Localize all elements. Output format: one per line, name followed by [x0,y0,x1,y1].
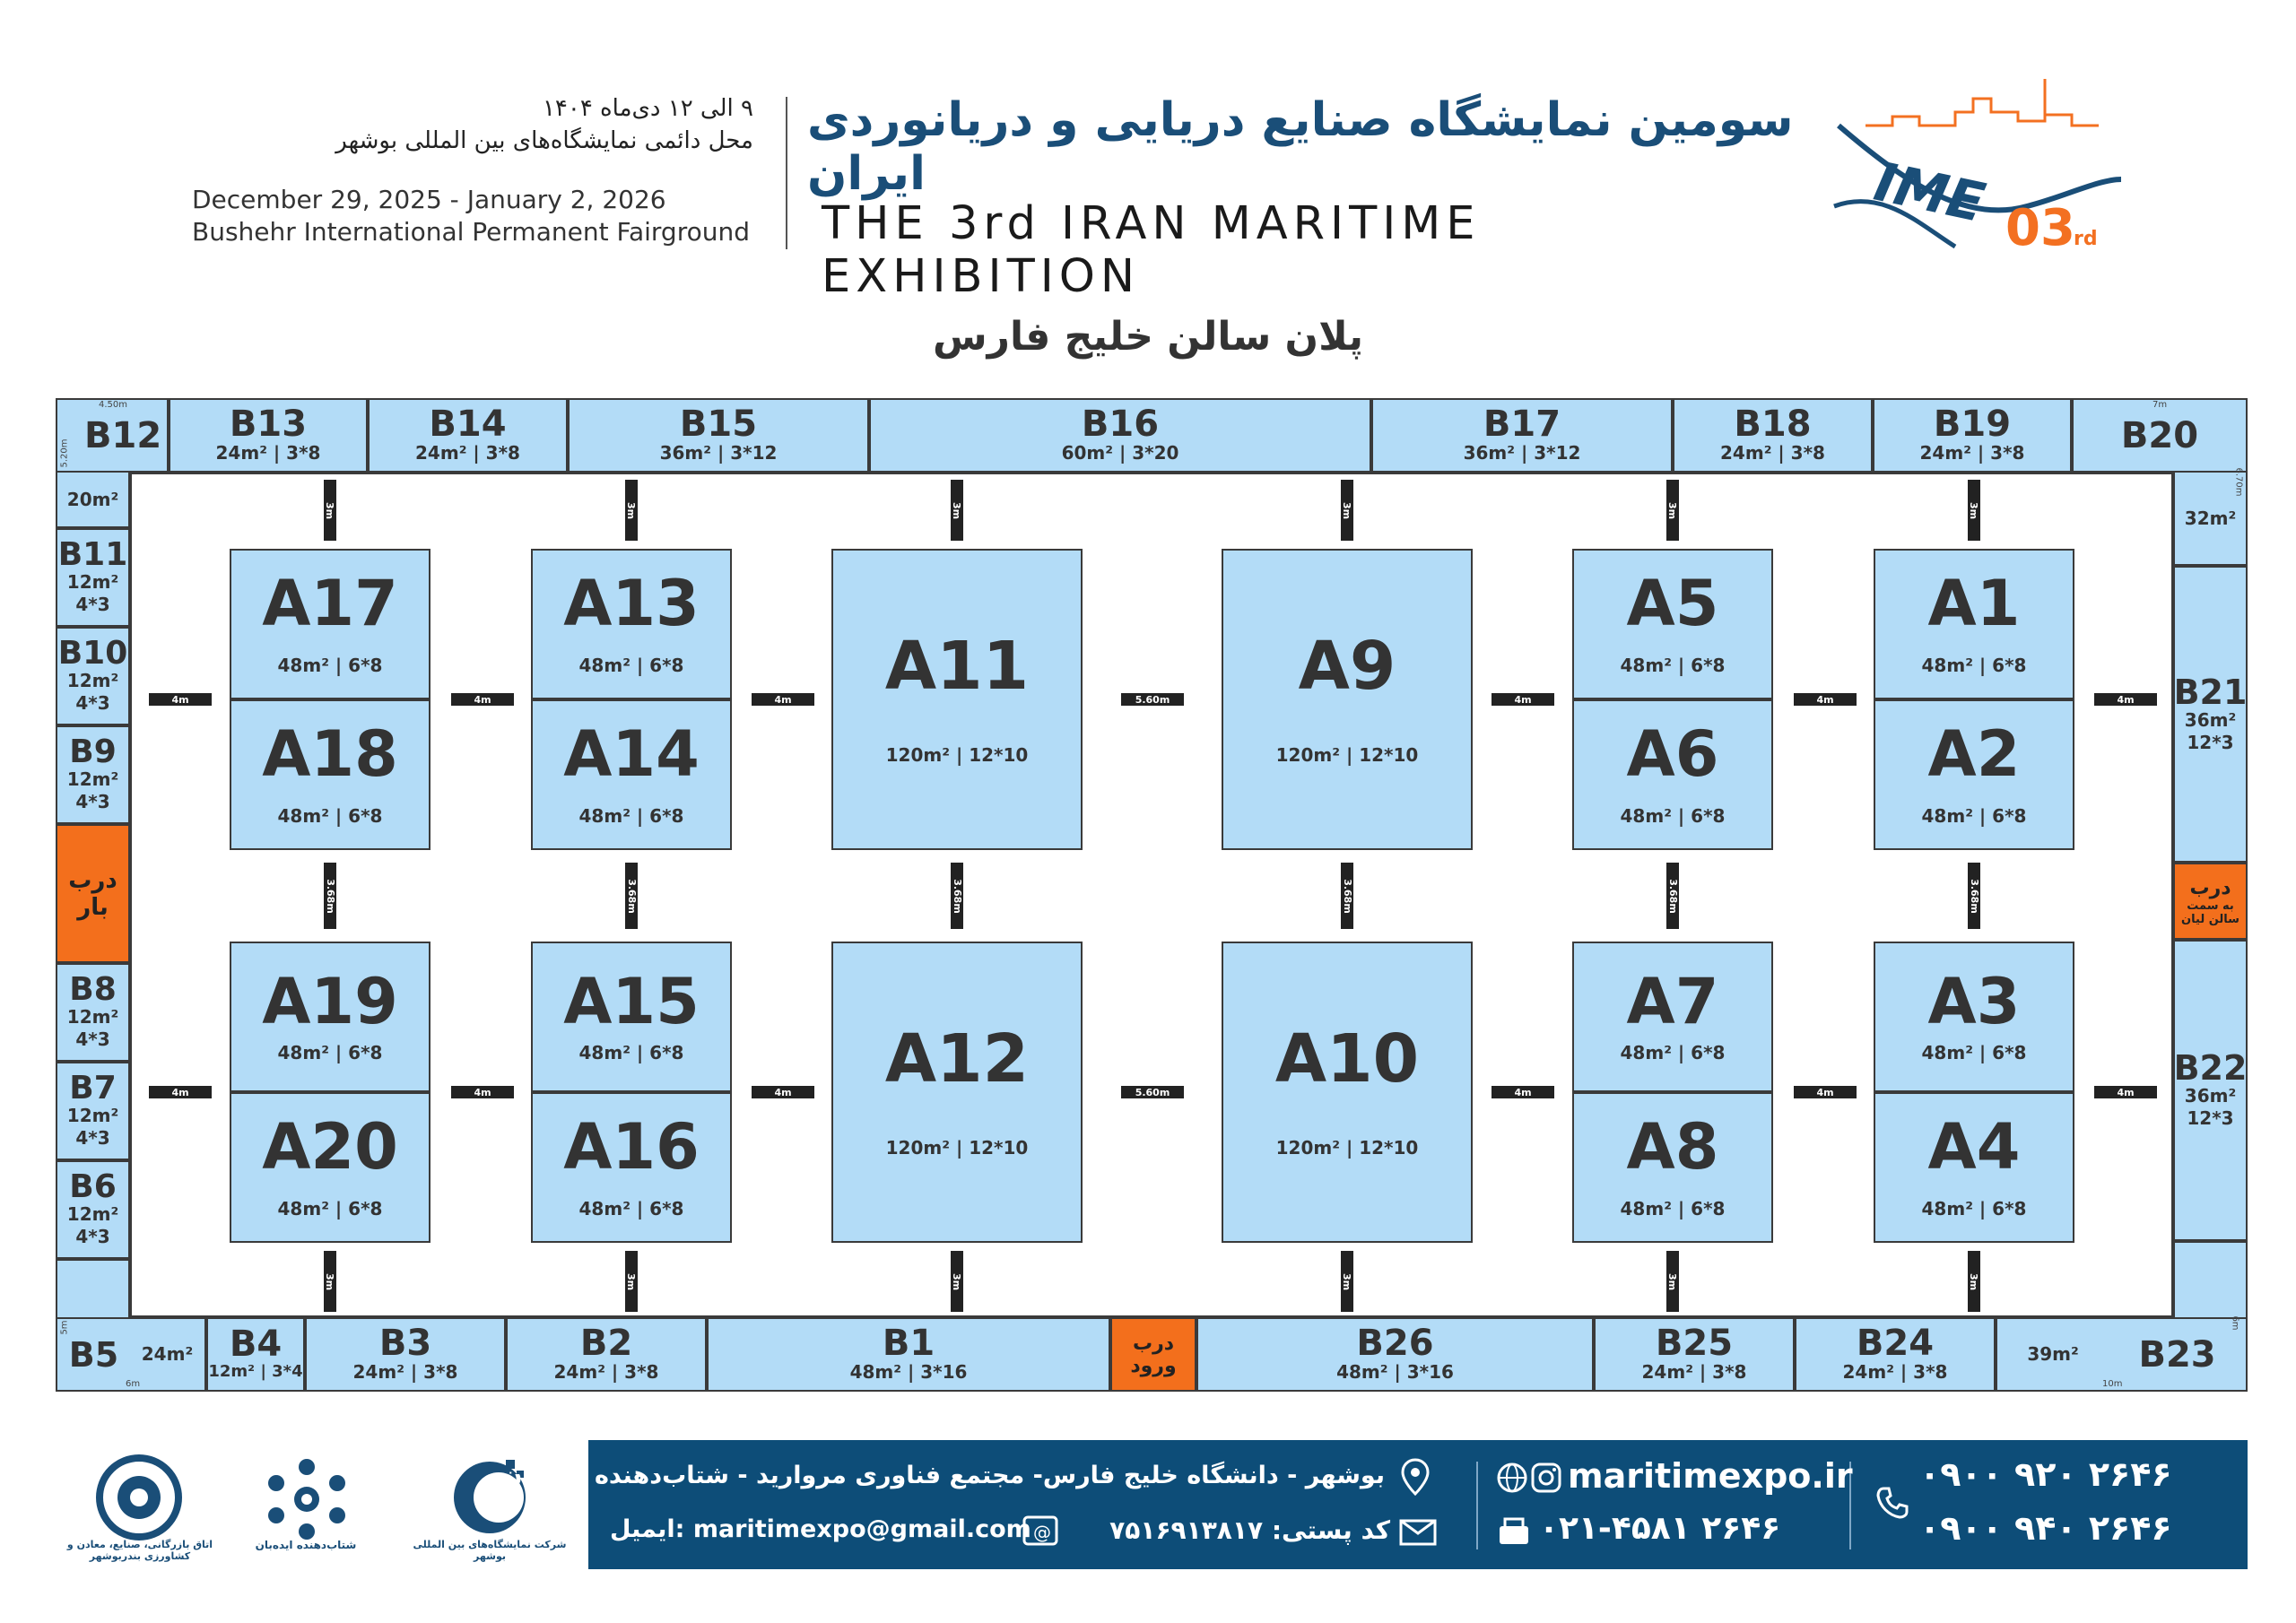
event-date-en: December 29, 2025 - January 2, 2026 [192,185,666,214]
booth-a16-id: A16 [563,1109,700,1184]
door-to-hall-label-1: درب [2189,876,2231,899]
booth-b1-id: B1 [882,1323,935,1364]
booth-b22-dims: 12*3 [2187,1107,2234,1129]
booth-a10[interactable] [1222,942,1473,1243]
booth-b25-id: B25 [1655,1323,1734,1364]
booth-b1-size: 48m² | 3*16 [849,1361,968,1383]
booth-b17[interactable] [1371,398,1673,473]
aisle-marker-label: 3m [1968,501,1980,519]
aisle-marker-label: 3m [324,1272,336,1290]
booth-a17[interactable] [230,549,430,699]
booth-b20-id: B20 [2120,414,2199,456]
booth-b22[interactable] [2173,940,2248,1241]
booth-b5-extension[interactable] [56,1259,130,1317]
booth-a4-id: A4 [1927,1109,2021,1184]
booth-b7-dims: 4*3 [75,1127,110,1149]
aisle-marker-label: 3m [324,501,336,519]
aisle-marker-vertical [625,1251,638,1312]
footer-phone-2[interactable]: ۰۹۰۰ ۹۴۰ ۲۶۴۶ [1919,1508,2172,1548]
b12-dim-side: 5.20m [59,438,70,468]
plan-title: پلان سالن خلیج فارس [932,314,1364,360]
door-cargo-label-2: بار [77,893,109,921]
door-cargo-label-1: درب [68,866,117,894]
booth-a6-size: 48m² | 6*8 [1620,804,1726,827]
booth-a20-size: 48m² | 6*8 [277,1197,383,1219]
booth-a1-size: 48m² | 6*8 [1921,654,2027,676]
logo-number: 03 [2005,199,2075,257]
booth-b23-size: 39m² [2027,1343,2079,1365]
aisle-marker: 4m [752,693,814,706]
booth-a7-size: 48m² | 6*8 [1620,1041,1726,1063]
aisle-marker: 4m [2094,693,2157,706]
b23-dim-side: 6m [2230,1315,2240,1331]
door-cargo[interactable] [56,824,130,963]
booth-b11-id: B11 [57,536,128,573]
booth-b23-extension[interactable] [2173,1241,2248,1317]
booth-b19[interactable] [1873,398,2072,473]
booth-a15[interactable] [531,942,732,1092]
door-to-hall-label-3: سالن لیان [2181,912,2239,926]
booth-a9-size: 120m² | 12*10 [1275,743,1419,766]
booth-b1[interactable] [707,1317,1110,1392]
hall-floor [130,473,2173,1317]
aisle-marker-vertical [324,1251,336,1312]
booth-b3[interactable] [305,1317,506,1392]
aisle-marker-label: 3m [1968,1272,1980,1290]
aisle-marker-vertical [951,1251,963,1312]
booth-b14-size: 24m² | 3*8 [415,442,520,464]
booth-b6-id: B6 [69,1168,117,1205]
phone-icon [1874,1485,1910,1521]
booth-a3[interactable] [1874,942,2074,1092]
booth-b10[interactable] [56,627,130,725]
booth-b11-dims: 4*3 [75,594,110,615]
globe-icon [1496,1462,1528,1494]
booth-b6[interactable] [56,1160,130,1259]
aisle-marker-label: 3m [1341,501,1353,519]
booth-b9-id: B9 [69,733,117,770]
booth-a8-size: 48m² | 6*8 [1620,1197,1726,1219]
booth-b13-size: 24m² | 3*8 [215,442,321,464]
aisle-marker-vertical [1666,480,1679,541]
door-entrance-label-1: درب [1132,1332,1175,1355]
b20-dim-side: 6.70m [2233,467,2244,497]
booth-a16[interactable] [531,1092,732,1243]
booth-b21-size: 36m² [2184,708,2237,731]
b20-dim-top: 7m [2152,400,2168,410]
booth-b11[interactable] [56,528,130,627]
footer-website[interactable]: maritimexpo.ir [1568,1456,1853,1496]
booth-b7[interactable] [56,1062,130,1160]
booth-b21-id: B21 [2173,672,2248,712]
booth-a6[interactable] [1572,699,1773,850]
booth-b5-id: B5 [68,1334,119,1375]
door-to-hall-label-2: به سمت [2187,898,2234,913]
booth-b14[interactable] [368,398,568,473]
aisle-marker-vertical [1968,1251,1980,1312]
booth-b18-size: 24m² | 3*8 [1720,442,1825,464]
aisle-marker-vertical [1341,480,1353,541]
booth-a10-size: 120m² | 12*10 [1275,1136,1419,1159]
aisle-marker-label: 3.68m [324,878,336,914]
booth-b24[interactable] [1795,1317,1996,1392]
header-divider [786,97,787,249]
booth-b10-dims: 4*3 [75,692,110,714]
booth-a14-id: A14 [563,716,700,791]
b5-dim-bottom: 6m [126,1379,141,1389]
booth-a6-id: A6 [1626,716,1719,791]
booth-b17-id: B17 [1483,404,1561,445]
booth-b7-id: B7 [69,1070,117,1107]
booth-b4[interactable] [206,1317,305,1392]
footer-fax: ۰۲۱-۴۵۸۱ ۲۶۴۶ [1539,1510,1781,1547]
footer-address: بوشهر - دانشگاه خلیج فارس- مجتمع فناوری مروارید - شتاب‌دهنده ایده‌بان [501,1462,1385,1489]
event-date-fa: ۹ الی ۱۲ دی‌ماه ۱۴۰۴ [542,95,753,122]
aisle-marker-vertical [1968,480,1980,541]
footer-email[interactable]: ایمیل: maritimexpo@gmail.com [610,1515,1031,1543]
title-en: THE 3rd IRAN MARITIME EXHIBITION [822,197,1481,303]
booth-a7-id: A7 [1626,964,1719,1038]
chamber-of-commerce-logo [90,1453,188,1542]
aisle-marker: 4m [451,1086,514,1098]
booth-a15-size: 48m² | 6*8 [578,1041,684,1063]
booth-b2-size: 24m² | 3*8 [553,1361,659,1383]
footer-postal-code: کد پستی: ۷۵۱۶۹۱۳۸۱۷ [1109,1515,1390,1545]
booth-b12-id: B12 [84,414,162,456]
booth-a2-size: 48m² | 6*8 [1921,804,2027,827]
booth-b23-id: B23 [2138,1333,2216,1376]
aisle-marker-vertical [324,863,336,929]
sponsor-bushehr-fair-name: شرکت نمایشگاه‌های بین المللی بوشهر [413,1539,567,1562]
door-entrance[interactable] [1110,1317,1196,1392]
booth-b13[interactable] [169,398,368,473]
aisle-marker-vertical [625,863,638,929]
b12-dim-top: 4.50m [99,400,128,410]
booth-b12-size: 20m² [66,488,119,510]
booth-a20[interactable] [230,1092,430,1243]
booth-b13-id: B13 [229,404,308,445]
booth-b16-size: 60m² | 3*20 [1061,442,1179,464]
booth-a3-id: A3 [1927,964,2021,1038]
aisle-marker-vertical [625,480,638,541]
footer-phone-1[interactable]: ۰۹۰۰ ۹۲۰ ۲۶۴۶ [1919,1454,2172,1494]
aisle-marker-vertical [1341,1251,1353,1312]
booth-a13-id: A13 [563,566,700,640]
aisle-marker-label: 3.68m [951,878,963,914]
booth-a5[interactable] [1572,549,1773,699]
booth-b15[interactable] [568,398,869,473]
booth-a9[interactable] [1222,549,1473,850]
booth-a15-id: A15 [563,964,700,1038]
booth-a1-id: A1 [1927,566,2021,640]
b23-dim-bottom: 10m [2102,1379,2123,1389]
booth-b20-size: 32m² [2184,507,2237,529]
booth-b26[interactable] [1196,1317,1594,1392]
booth-a17-size: 48m² | 6*8 [277,654,383,676]
aisle-marker-label: 3m [1666,1272,1679,1290]
booth-b6-dims: 4*3 [75,1226,110,1247]
booth-b21[interactable] [2173,566,2248,863]
aisle-marker-vertical [324,480,336,541]
booth-a1[interactable] [1874,549,2074,699]
aisle-marker: 4m [1794,1086,1857,1098]
booth-b14-id: B14 [429,404,507,445]
booth-b24-size: 24m² | 3*8 [1842,1361,1948,1383]
booth-a4[interactable] [1874,1092,2074,1243]
booth-a2-id: A2 [1927,716,2021,791]
booth-b2[interactable] [506,1317,707,1392]
booth-a19-size: 48m² | 6*8 [277,1041,383,1063]
idehban-logo [260,1454,353,1544]
booth-a13[interactable] [531,549,732,699]
logo-sup: rd [2074,228,2098,250]
booth-b18[interactable] [1673,398,1873,473]
aisle-marker-vertical [1666,863,1679,929]
aisle-marker-label: 3.68m [1666,878,1679,914]
aisle-marker-label: 3m [625,501,638,519]
booth-b4-id: B4 [229,1324,283,1366]
booth-b8-dims: 4*3 [75,1028,110,1050]
aisle-marker: 4m [149,693,212,706]
aisle-marker-vertical [951,480,963,541]
booth-b2-id: B2 [579,1323,633,1364]
booth-a3-size: 48m² | 6*8 [1921,1041,2027,1063]
booth-a13-size: 48m² | 6*8 [578,654,684,676]
svg-text:@: @ [1033,1522,1051,1543]
booth-a18-id: A18 [262,716,398,791]
booth-a19-id: A19 [262,964,398,1038]
booth-b24-id: B24 [1856,1323,1935,1364]
aisle-marker-vertical [951,863,963,929]
booth-b26-id: B26 [1356,1323,1434,1364]
aisle-marker: 5.60m [1121,1086,1184,1098]
logo-text: IME [1869,150,1990,236]
footer-divider [1476,1462,1478,1549]
booth-a18-size: 48m² | 6*8 [277,804,383,827]
aisle-marker-label: 3m [1341,1272,1353,1290]
booth-a7[interactable] [1572,942,1773,1092]
booth-b10-size: 12m² [66,670,119,691]
booth-b10-id: B10 [57,635,128,672]
booth-b18-id: B18 [1734,404,1812,445]
aisle-marker: 4m [1492,693,1554,706]
event-venue-fa: محل دائمی نمایشگاه‌های بین المللی بوشهر [335,127,753,154]
booth-a19[interactable] [230,942,430,1092]
aisle-marker-label: 3m [951,1272,963,1290]
sponsor-idehban-name: شتاب‌دهنده ایده‌بان [255,1539,357,1551]
booth-b25-size: 24m² | 3*8 [1641,1361,1747,1383]
aisle-marker-label: 3.68m [625,878,638,914]
booth-b22-size: 36m² [2184,1085,2237,1107]
aisle-marker-vertical [1666,1251,1679,1312]
booth-b12-extension[interactable] [56,473,130,528]
booth-b9[interactable] [56,725,130,824]
aisle-marker: 4m [149,1086,212,1098]
booth-b4-size: 12m² | 3*4 [208,1362,303,1382]
aisle-marker-label: 3.68m [1968,878,1980,914]
booth-a17-id: A17 [262,566,398,640]
booth-a18[interactable] [230,699,430,850]
sponsor-chamber-name: اتاق بازرگانی، صنایع، معادن و کشاورزی بندربوشهر [66,1539,213,1562]
aisle-marker: 5.60m [1121,693,1184,706]
booth-a16-size: 48m² | 6*8 [578,1197,684,1219]
booth-b15-id: B15 [679,404,758,445]
booth-b8-size: 12m² [66,1006,119,1028]
booth-a10-id: A10 [1274,1020,1420,1098]
fax-icon [1496,1514,1532,1549]
booth-a12-id: A12 [884,1020,1030,1098]
booth-a11-size: 120m² | 12*10 [885,743,1029,766]
booth-a20-id: A20 [262,1109,398,1184]
booth-b11-size: 12m² [66,571,119,593]
booth-a14-size: 48m² | 6*8 [578,804,684,827]
booth-b22-id: B22 [2173,1048,2248,1088]
booth-b26-size: 48m² | 3*16 [1336,1361,1454,1383]
booth-b7-size: 12m² [66,1105,119,1126]
aisle-marker-label: 3.68m [1341,878,1353,914]
booth-a12-size: 120m² | 12*10 [885,1136,1029,1159]
title-fa: سومین نمایشگاه صنایع دریایی و دریانوردی ایران [807,93,1794,201]
aisle-marker-label: 3m [625,1272,638,1290]
aisle-marker-vertical [1341,863,1353,929]
aisle-marker: 4m [1492,1086,1554,1098]
booth-b5-size: 24m² [141,1343,194,1365]
booth-a14[interactable] [531,699,732,850]
booth-a11-id: A11 [884,627,1030,705]
booth-a8-id: A8 [1626,1109,1719,1184]
location-pin-icon [1399,1458,1431,1496]
booth-b8[interactable] [56,963,130,1062]
booth-a11[interactable] [831,549,1083,850]
booth-b6-size: 12m² [66,1203,119,1225]
booth-b15-size: 36m² | 3*12 [659,442,778,464]
door-entrance-label-2: ورود [1130,1354,1177,1377]
aisle-marker-vertical [1968,863,1980,929]
booth-a5-id: A5 [1626,566,1719,640]
booth-b25[interactable] [1594,1317,1795,1392]
booth-b3-id: B3 [378,1323,432,1364]
aisle-marker: 4m [2094,1086,2157,1098]
booth-b19-id: B19 [1933,404,2012,445]
booth-b3-size: 24m² | 3*8 [352,1361,458,1383]
booth-b17-size: 36m² | 3*12 [1463,442,1581,464]
booth-b9-size: 12m² [66,768,119,790]
aisle-marker-label: 3m [1666,501,1679,519]
booth-b16[interactable] [869,398,1371,473]
booth-b8-id: B8 [69,971,117,1008]
booth-b19-size: 24m² | 3*8 [1919,442,2025,464]
booth-a2[interactable] [1874,699,2074,850]
aisle-marker: 4m [752,1086,814,1098]
booth-a5-size: 48m² | 6*8 [1620,654,1726,676]
instagram-icon [1530,1462,1562,1494]
aisle-marker: 4m [451,693,514,706]
b5-dim-side: 5m [59,1320,70,1335]
booth-a9-id: A9 [1298,627,1396,705]
booth-a12[interactable] [831,942,1083,1243]
aisle-marker-label: 3m [951,501,963,519]
booth-b21-dims: 12*3 [2187,731,2234,753]
event-venue-en: Bushehr International Permanent Fairground [192,217,751,247]
door-to-hall[interactable] [2173,863,2248,940]
booth-b9-dims: 4*3 [75,791,110,812]
booth-a4-size: 48m² | 6*8 [1921,1197,2027,1219]
booth-b16-id: B16 [1081,404,1160,445]
envelope-pin-icon [1399,1514,1437,1546]
email-icon [1022,1512,1058,1548]
aisle-marker: 4m [1794,693,1857,706]
booth-a8[interactable] [1572,1092,1773,1243]
